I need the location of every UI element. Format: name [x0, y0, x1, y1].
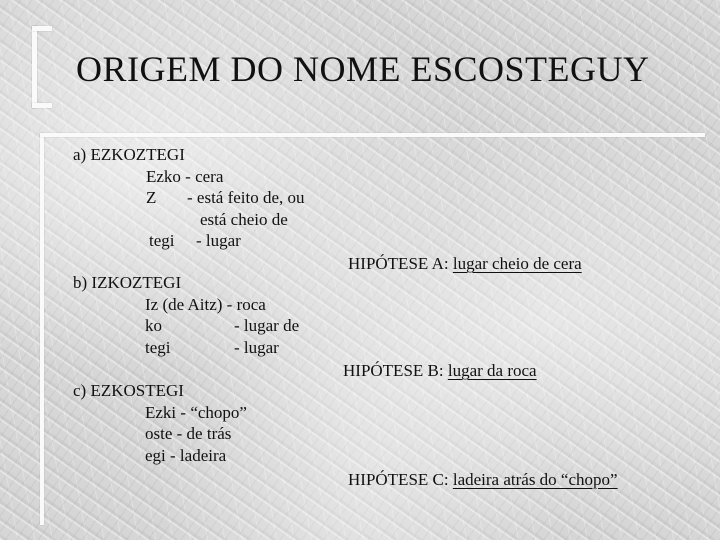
section-c-term: Ezki - “chopo” — [145, 402, 247, 422]
section-b-term: Iz (de Aitz) - roca — [145, 294, 266, 314]
section-b-term: tegi — [145, 337, 171, 357]
title-bar-horizontal — [32, 26, 52, 31]
hypothesis-a-text: lugar cheio de cera — [452, 254, 582, 273]
hypothesis-b-label: HIPÓTESE B: — [343, 361, 444, 380]
section-c-heading: c) EZKOSTEGI — [73, 381, 184, 400]
section-a-meaning: - está feito de, ou — [187, 188, 305, 207]
section-a — [73, 144, 305, 252]
hypothesis-c — [348, 470, 618, 490]
hypothesis-a — [348, 254, 582, 274]
section-a-meaning: - lugar — [196, 231, 241, 250]
section-a-line — [73, 166, 224, 188]
section-a-line — [73, 209, 288, 231]
page-title: ORIGEM DO NOME ESCOSTEGUY — [76, 49, 650, 89]
section-c-term: oste - de trás — [145, 424, 232, 443]
section-b-term: ko — [145, 316, 162, 335]
title-bar-vertical — [32, 26, 37, 108]
section-a-meaning: está cheio de — [200, 209, 288, 229]
section-c-term: egi - ladeira — [145, 445, 227, 465]
section-a-term: Ezko - cera — [146, 166, 224, 186]
content-bar-horizontal — [40, 133, 705, 137]
hypothesis-b-text: lugar da roca — [447, 361, 537, 380]
section-b-meaning: - lugar — [234, 337, 279, 357]
hypothesis-a-label: HIPÓTESE A: — [348, 254, 449, 273]
section-a-line — [73, 187, 305, 209]
section-c-line — [73, 445, 227, 467]
hypothesis-c-label: HIPÓTESE C: — [348, 470, 449, 489]
section-b-line — [73, 315, 300, 337]
section-c-line — [73, 423, 232, 445]
section-a-term: Z — [146, 188, 157, 207]
section-c — [73, 380, 247, 466]
title-bar-foot — [32, 103, 52, 108]
section-b-line — [73, 294, 266, 316]
section-a-heading: a) EZKOZTEGI — [73, 145, 185, 164]
section-b-line — [73, 337, 279, 359]
hypothesis-b — [343, 361, 537, 381]
content-bar-vertical — [40, 133, 44, 525]
section-a-term: tegi — [149, 231, 175, 250]
section-b-meaning: - lugar de — [234, 316, 300, 335]
section-b — [73, 272, 300, 358]
section-b-heading: b) IZKOZTEGI — [73, 273, 182, 292]
section-c-line — [73, 402, 247, 424]
section-a-line — [73, 230, 241, 252]
hypothesis-c-text: ladeira atrás do “chopo” — [452, 470, 618, 489]
